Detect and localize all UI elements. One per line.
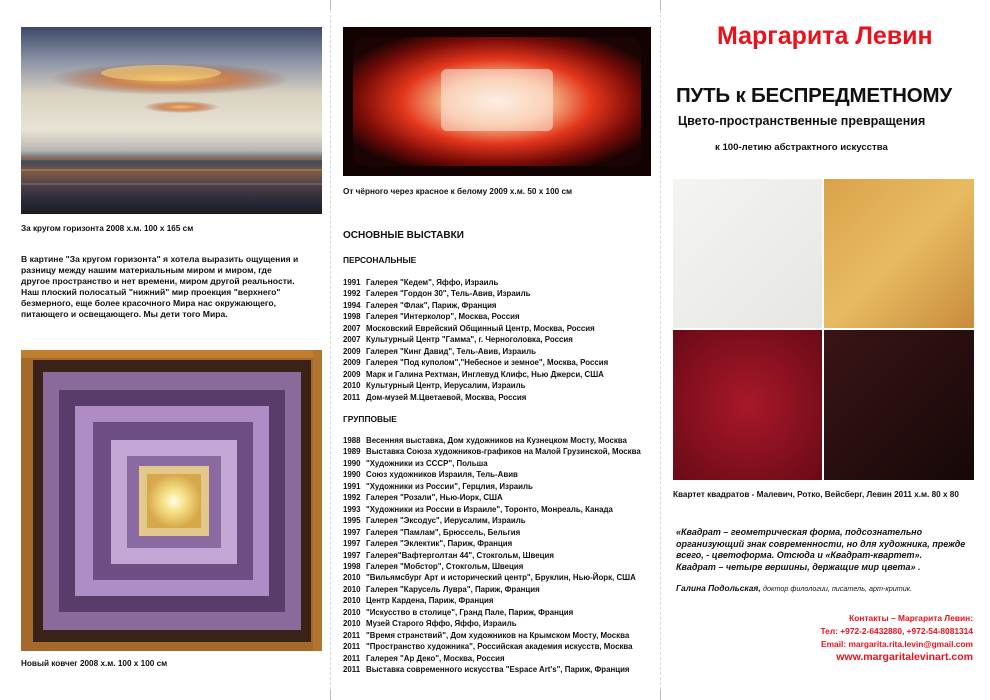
exhibition-text: "Пространство художника", Российская академия искусств, Москва <box>366 642 633 652</box>
exhibition-row <box>343 653 641 664</box>
exhibition-year: 2010 <box>343 381 361 391</box>
crop-mark <box>330 690 331 700</box>
statement-line: В картине "За кругом горизонта" я хотела выразить ощущения и <box>21 254 299 264</box>
exhibition-text: "Художники из России", Герцлия, Израиль <box>366 481 533 491</box>
contact-phones[interactable]: Тел: +972-2-6432880, +972-54-8081314 <box>820 626 973 636</box>
exhibition-row <box>343 607 641 618</box>
exhibition-text: "Время странствий", Дом художников на Крымском Мосту, Москва <box>366 630 630 640</box>
exhibition-row <box>343 300 608 311</box>
exhibition-text: Галерея "Памлам", Брюссель, Бельгия <box>366 527 521 537</box>
exhibition-year: 1998 <box>343 312 361 322</box>
exhibition-text: "Вильямсбург Арт и исторический центр", Бруклин, Нью-Йорк, США <box>366 573 636 583</box>
crop-mark <box>330 0 331 10</box>
exhibition-year: 1988 <box>343 436 361 445</box>
exhibition-row <box>343 550 641 561</box>
exhibition-year: 1994 <box>343 300 361 310</box>
quote-line: организующий знак современности, но для художника, прежде <box>676 538 966 549</box>
artist-statement <box>21 254 317 319</box>
exhibition-year: 2010 <box>343 584 361 594</box>
exhibition-text: Галерея "Розали", Нью-Иорк, США <box>366 493 503 503</box>
crop-mark <box>660 0 661 10</box>
exhibitions-heading: ОСНОВНЫЕ ВЫСТАВКИ <box>343 230 464 241</box>
exhibition-year: 2011 <box>343 665 361 675</box>
contacts-block <box>820 612 973 664</box>
exhibition-row <box>343 538 641 549</box>
exhibition-row <box>343 446 641 457</box>
exhibition-year: 2010 <box>343 573 361 583</box>
exhibition-text: Галерея "Под куполом","Небесное и земное", Москва, Россия <box>366 358 609 368</box>
quote-line: Квадрат – четыре вершины, держащие мир цвета» . <box>676 561 921 572</box>
exhibition-text: Музей Старого Яффо, Яффо, Израиль <box>366 619 517 629</box>
exhibition-year: 1995 <box>343 516 361 526</box>
statement-line: другое пространство и нет времени, миром другой реальности. <box>21 275 295 286</box>
crop-mark <box>660 690 661 700</box>
exhibition-year: 2009 <box>343 369 361 379</box>
exhibition-year: 2010 <box>343 619 361 629</box>
group-exhibitions-list <box>343 435 641 676</box>
statement-line: Наш плоский полосатый "нижний" мир проекция "верхнего" <box>21 286 281 297</box>
exhibition-year: 2011 <box>343 630 361 640</box>
exhibition-year: 1997 <box>343 550 361 560</box>
exhibition-year: 2009 <box>343 358 361 368</box>
statement-line: питающего и освещающего. Мы дети того Мира. <box>21 308 228 319</box>
exhibition-year: 1992 <box>343 493 361 503</box>
exhibition-text: Галерея "Интерколор", Москва, Россия <box>366 312 520 322</box>
exhibition-row <box>343 527 641 538</box>
fold-line-right <box>660 0 661 700</box>
painting-quartet-of-squares <box>673 179 974 480</box>
exhibition-text: Союз художников Израиля, Тель-Авив <box>366 470 518 480</box>
exhibition-text: Центр Кардена, Париж, Франция <box>366 596 494 606</box>
exhibition-text: Дом-музей М.Цветаевой, Москва, Россия <box>366 392 527 402</box>
exhibition-row <box>343 346 608 357</box>
exhibition-row <box>343 311 608 322</box>
exhibition-row <box>343 469 641 480</box>
exhibition-text: Галерея "Эксодус", Иерусалим, Израиль <box>366 516 526 526</box>
exhibition-year: 1991 <box>343 278 361 287</box>
exhibition-row <box>343 369 608 380</box>
painting-beyond-horizon <box>21 27 322 214</box>
contact-email[interactable]: Email: margarita.rita.levin@gmail.com <box>821 639 973 649</box>
exhibition-text: Культурный Центр "Гамма", г. Черноголовка, Россия <box>366 335 573 345</box>
exhibition-year: 1990 <box>343 470 361 480</box>
exhibition-row <box>343 380 608 391</box>
exhibition-year: 1997 <box>343 539 361 549</box>
exhibition-text: Галерея "Мобстор", Стокгольм, Швеция <box>366 561 524 571</box>
exhibition-row <box>343 641 641 652</box>
website-link[interactable]: www.margaritalevinart.com <box>836 651 973 663</box>
contacts-title: Контакты – Маргарита Левин: <box>849 613 973 623</box>
exhibition-year: 2010 <box>343 607 361 617</box>
exhibition-row <box>343 618 641 629</box>
exhibition-text: "Художники из СССР", Польша <box>366 458 488 468</box>
exhibition-text: Культурный Центр, Иерусалим, Израиль <box>366 381 526 391</box>
quote-author-role: доктор филологии, писатель, арт-критик. <box>763 584 913 593</box>
exhibition-year: 1992 <box>343 289 361 299</box>
exhibition-row <box>343 504 641 515</box>
exhibition-year: 1998 <box>343 561 361 571</box>
exhibition-text: Галерея "Ар Деко", Москва, Россия <box>366 653 505 663</box>
exhibition-row <box>343 288 608 299</box>
exhibition-text: Галерея "Кедем", Яффо, Израиль <box>366 278 499 287</box>
exhibition-row <box>343 664 641 675</box>
exhibition-row <box>343 572 641 583</box>
exhibition-row <box>343 277 608 288</box>
exhibition-year: 2011 <box>343 392 361 402</box>
group-exhibitions-label: ГРУППОВЫЕ <box>343 414 397 424</box>
personal-exhibitions-list <box>343 277 608 403</box>
exhibition-text: Галерея "Эклектик", Париж, Франция <box>366 539 513 549</box>
exhibition-text: Галерея "Карусель Лувра", Париж, Франция <box>366 584 540 594</box>
exhibition-text: "Художники из России в Израиле", Торонто, Монреаль, Канада <box>366 504 613 514</box>
exhibition-text: Галерея"Вафтерголтан 44", Стокгольм, Швеция <box>366 550 554 560</box>
exhibition-text: Весенняя выставка, Дом художников на Кузнецком Мосту, Москва <box>366 436 627 445</box>
caption-new-ark: Новый ковчег 2008 х.м. 100 х 100 см <box>21 659 168 668</box>
exhibition-row <box>343 323 608 334</box>
exhibition-year: 2007 <box>343 323 361 333</box>
exhibition-row <box>343 595 641 606</box>
exhibition-year: 2011 <box>343 642 361 652</box>
caption-black-red-white: От чёрного через красное к белому 2009 х.м. 50 х 100 см <box>343 187 573 196</box>
statement-line: безмерного, еще более красочного Мира нас окружающего, <box>21 297 276 308</box>
exhibition-row <box>343 630 641 641</box>
exhibition-row <box>343 515 641 526</box>
exhibition-row <box>343 492 641 503</box>
exhibition-text: "Искусство в столице", Гранд Пале, Париж, Франция <box>366 607 574 617</box>
exhibition-year: 1990 <box>343 458 361 468</box>
caption-beyond-horizon: За кругом горизонта 2008 х.м. 100 х 165 см <box>21 224 194 233</box>
exhibition-row <box>343 392 608 403</box>
exhibition-text: Галерея "Кинг Давид", Тель-Авив, Израиль <box>366 346 537 356</box>
exhibition-row <box>343 435 641 446</box>
exhibition-row <box>343 481 641 492</box>
personal-exhibitions-label: ПЕРСОНАЛЬНЫЕ <box>343 255 417 265</box>
brochure-title: ПУТЬ к БЕСПРЕДМЕТНОМУ <box>676 84 952 107</box>
exhibition-row <box>343 334 608 345</box>
exhibition-year: 2010 <box>343 596 361 606</box>
quote-line: всего, - цветоформа. Отсюда и «Квадрат-квартет». <box>676 550 923 561</box>
exhibition-row <box>343 357 608 368</box>
exhibition-text: Выставка современного искусства "Espace Art's", Париж, Франция <box>366 665 630 675</box>
brochure-subtitle: Цвето-пространственные превращения <box>678 114 926 128</box>
exhibition-text: Галерея "Флак", Париж, Франция <box>366 300 497 310</box>
caption-quartet: Квартет квадратов - Малевич, Ротко, Вейсберг, Левин 2011 х.м. 80 х 80 <box>673 490 959 499</box>
fold-line-left <box>330 0 331 700</box>
exhibition-year: 1991 <box>343 481 361 491</box>
statement-line: разницу между нашим материальным миром и миром, где <box>21 264 272 275</box>
exhibition-row <box>343 584 641 595</box>
exhibition-year: 2011 <box>343 653 361 663</box>
critic-quote <box>676 527 976 573</box>
artist-name: Маргарита Левин <box>717 22 933 50</box>
exhibition-text: Московский Еврейский Общинный Центр, Москва, Россия <box>366 323 595 333</box>
exhibition-year: 1993 <box>343 504 361 514</box>
exhibition-year: 1989 <box>343 447 361 457</box>
painting-black-red-white <box>343 27 651 176</box>
exhibition-text: Галерея "Гордон 30", Тель-Авив, Израиль <box>366 289 531 299</box>
exhibition-year: 2007 <box>343 335 361 345</box>
quote-author-name: Галина Подольская, <box>676 583 761 593</box>
exhibition-text: Марк и Галина Рехтман, Инглевуд Клифс, Нью Джерси, США <box>366 369 604 379</box>
exhibition-year: 2009 <box>343 346 361 356</box>
painting-new-ark <box>21 350 322 651</box>
exhibition-text: Выставка Союза художников-графиков на Малой Грузинской, Москва <box>366 447 641 457</box>
quote-author <box>676 583 912 593</box>
exhibition-row <box>343 458 641 469</box>
exhibition-year: 1997 <box>343 527 361 537</box>
exhibition-row <box>343 561 641 572</box>
brochure-subtitle-anniversary: к 100-летию абстрактного искусства <box>715 142 888 153</box>
quote-line: «Квадрат – геометрическая форма, подсознательно <box>676 527 923 537</box>
